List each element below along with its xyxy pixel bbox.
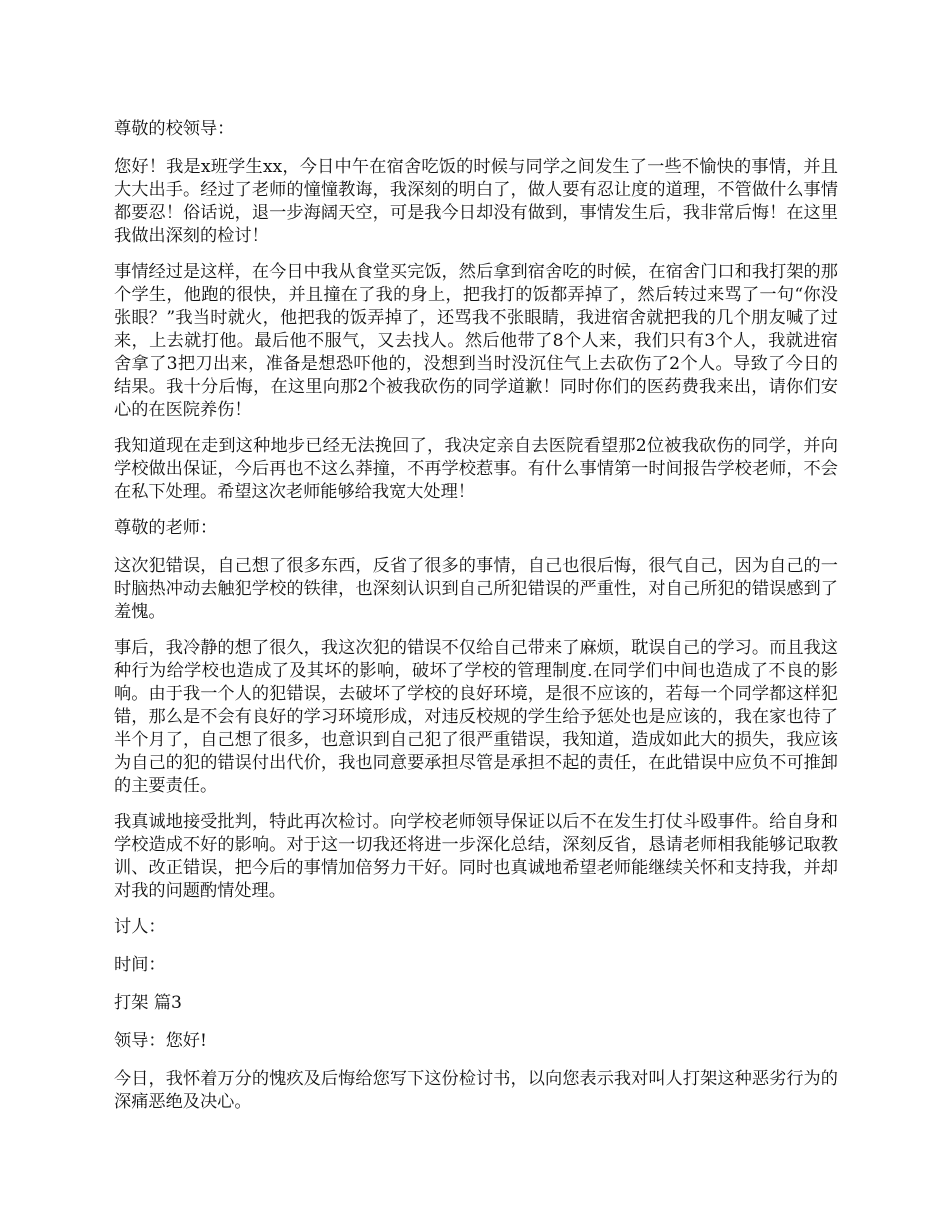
- paragraph-reflection: 这次犯错误，自己想了很多东西，反省了很多的事情，自己也很后悔，很气自己，因为自己的一时脑热冲动去触犯学校的铁律，也深刻认识到自己所犯错误的严重性，对自己所犯的错误感到了羞愧。: [114, 556, 838, 622]
- paragraph-consequences: 事后，我冷静的想了很久，我这次犯的错误不仅给自己带来了麻烦，耽误自己的学习。而且我这种行为给学校也造成了及其坏的影响，破坏了学校的管理制度.在同学们中间也造成了不良的影响。由于我一个人的犯错误，去破坏了学校的良好环境，是很不应该的，若每一个同学都这样犯错，那么是不会有良好的学习环境形成，对违反校规的学生给予惩处也是应该的，我在家也待了半个月了，自己想了很多，也意识到自己犯了很严重错误，我知道，造成如此大的损失，我应该为自己的犯的错误付出代价，我也同意要承担尽管是承担不起的责任，在此错误中应负不可推卸的主要责任。: [114, 638, 838, 796]
- section-heading: 打架 篇3: [114, 993, 182, 1013]
- paragraph-incident-account: 事情经过是这样，在今日中我从食堂买完饭，然后拿到宿舍吃的时候，在宿舍门口和我打架的那个学生，他跑的很快，并且撞在了我的身上，把我打的饭都弄掉了，然后转过来骂了一句“你没张眼？”我当时就火，他把我的饭弄掉了，还骂我不张眼睛，我进宿舍就把我的几个朋友喊了过来，上去就打他。最后他不服气，又去找人。然后他带了8个人来，我们只有3个人，我就进宿舍拿了3把刀出来，准备是想恐吓他的，没想到当时没沉住气上去砍伤了2个人。导致了今日的结果。我十分后悔，在这里向那2个被我砍伤的同学道歉！同时你们的医药费我来出，请你们安心的在医院养伤！: [114, 262, 838, 420]
- signature-line: 讨人：: [114, 917, 166, 937]
- paragraph-opening: 今日，我怀着万分的愧疚及后悔给您写下这份检讨书，以向您表示我对叫人打架这种恶劣行为的深痛恶绝及决心。: [114, 1069, 838, 1112]
- paragraph-commitment: 我知道现在走到这种地步已经无法挽回了，我决定亲自去医院看望那2位被我砍伤的同学，并向学校做出保证，今后再也不这么莽撞，不再学校惹事。有什么事情第一时间报告学校老师，不会在私下处理。希望这次老师能够给我宽大处理！: [114, 436, 838, 502]
- date-line: 时间：: [114, 955, 166, 975]
- salutation-teacher: 尊敬的老师：: [114, 518, 218, 538]
- salutation-leader: 领导：您好!: [114, 1031, 207, 1051]
- document-page: [114, 118, 838, 1127]
- paragraph-introduction: 您好！我是x班学生xx，今日中午在宿舍吃饭的时候与同学之间发生了一些不愉快的事情，并且大大出手。经过了老师的憧憧教诲，我深刻的明白了，做人要有忍让度的道理，不管做什么事情都要忍！俗话说，退一步海阔天空，可是我今日却没有做到，事情发生后，我非常后悔！在这里我做出深刻的检讨！: [114, 157, 838, 246]
- salutation-school-leaders: 尊敬的校领导：: [114, 119, 235, 139]
- paragraph-acceptance: 我真诚地接受批判，特此再次检讨。向学校老师领导保证以后不在发生打仗斗殴事件。给自身和学校造成不好的影响。对于这一切我还将进一步深化总结，深刻反省，恳请老师相我能够记取教训、改正错误，把今后的事情加倍努力干好。同时也真诚地希望老师能继续关怀和支持我，并却对我的问题酌情处理。: [114, 812, 838, 901]
